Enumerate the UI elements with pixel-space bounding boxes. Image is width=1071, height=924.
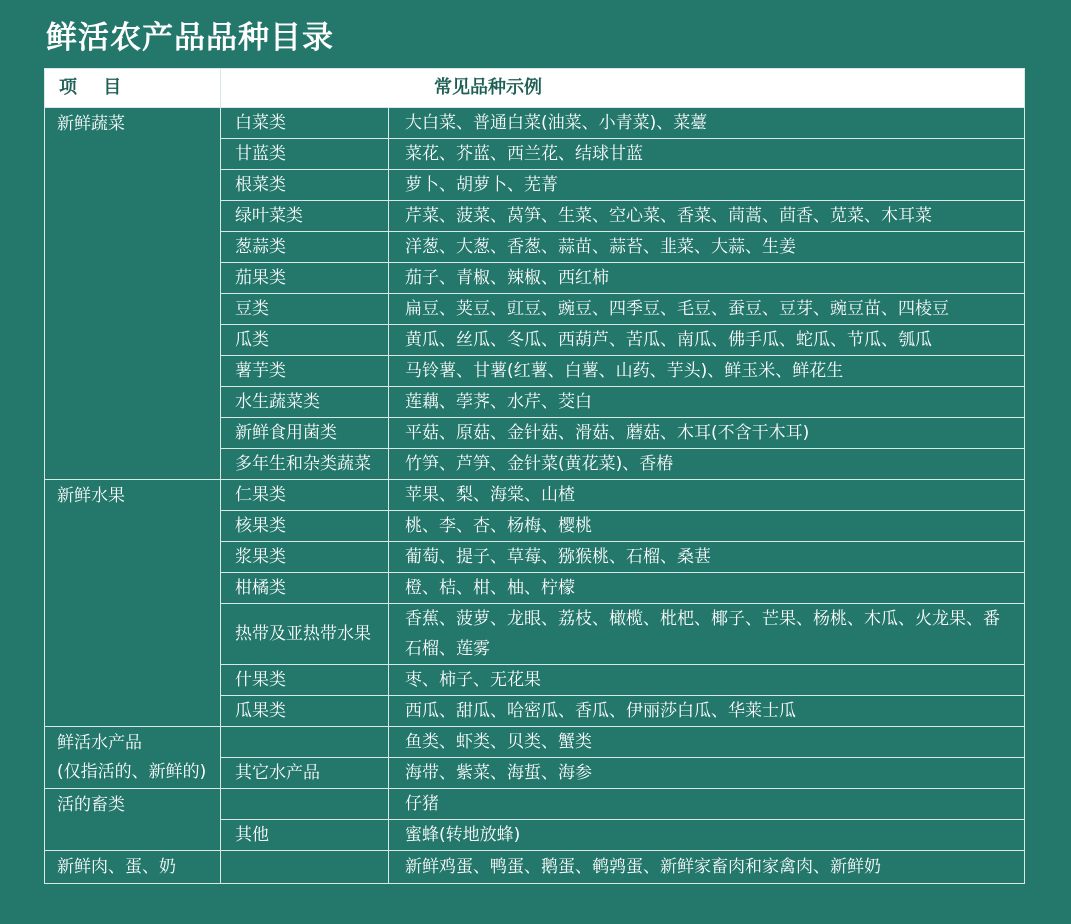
- table-row: [45, 108, 1025, 139]
- subcategory-cell: 根菜类: [221, 170, 389, 201]
- subcategory-cell: 其它水产品: [221, 758, 389, 789]
- subcategory-cell: 仁果类: [221, 480, 389, 511]
- examples-cell: 西瓜、甜瓜、哈密瓜、香瓜、伊丽莎白瓜、华莱士瓜: [389, 696, 1025, 727]
- subcategory-cell: 核果类: [221, 511, 389, 542]
- subcategory-cell: 多年生和杂类蔬菜: [221, 449, 389, 480]
- examples-cell: 茄子、青椒、辣椒、西红柿: [389, 263, 1025, 294]
- examples-cell: 枣、柿子、无花果: [389, 665, 1025, 696]
- examples-cell: 扁豆、荚豆、豇豆、豌豆、四季豆、毛豆、蚕豆、豆芽、豌豆苗、四棱豆: [389, 294, 1025, 325]
- examples-cell: 葡萄、提子、草莓、猕猴桃、石榴、桑葚: [389, 542, 1025, 573]
- subcategory-cell: 热带及亚热带水果: [221, 604, 389, 665]
- examples-cell: 菜花、芥蓝、西兰花、结球甘蓝: [389, 139, 1025, 170]
- table-header-row: [45, 69, 1025, 108]
- subcategory-cell: [221, 727, 389, 758]
- category-cell: 活的畜类: [45, 789, 221, 851]
- subcategory-cell: [221, 789, 389, 820]
- examples-cell: 海带、紫菜、海蜇、海参: [389, 758, 1025, 789]
- examples-cell: 蜜蜂(转地放蜂): [389, 820, 1025, 851]
- examples-cell: 萝卜、胡萝卜、芜菁: [389, 170, 1025, 201]
- subcategory-cell: 其他: [221, 820, 389, 851]
- subcategory-cell: 茄果类: [221, 263, 389, 294]
- examples-cell: 鱼类、虾类、贝类、蟹类: [389, 727, 1025, 758]
- page-title: 鲜活农产品品种目录: [46, 20, 334, 56]
- category-cell: 新鲜肉、蛋、奶: [45, 851, 221, 884]
- subcategory-cell: 甘蓝类: [221, 139, 389, 170]
- examples-cell: 桃、李、杏、杨梅、樱桃: [389, 511, 1025, 542]
- examples-cell: 莲藕、荸荠、水芹、茭白: [389, 387, 1025, 418]
- subcategory-cell: [221, 851, 389, 884]
- table-row: [45, 789, 1025, 820]
- subcategory-cell: 白菜类: [221, 108, 389, 139]
- examples-cell: 洋葱、大葱、香葱、蒜苗、蒜苔、韭菜、大蒜、生姜: [389, 232, 1025, 263]
- examples-cell: 竹笋、芦笋、金针菜(黄花菜)、香椿: [389, 449, 1025, 480]
- examples-cell: 橙、桔、柑、柚、柠檬: [389, 573, 1025, 604]
- subcategory-cell: 薯芋类: [221, 356, 389, 387]
- subcategory-cell: 绿叶菜类: [221, 201, 389, 232]
- subcategory-cell: 豆类: [221, 294, 389, 325]
- subcategory-cell: 水生蔬菜类: [221, 387, 389, 418]
- table-row: [45, 480, 1025, 511]
- examples-cell: 新鲜鸡蛋、鸭蛋、鹅蛋、鹌鹑蛋、新鲜家畜肉和家禽肉、新鲜奶: [389, 851, 1025, 884]
- table-body: [45, 108, 1025, 884]
- examples-cell: 仔猪: [389, 789, 1025, 820]
- examples-cell: 苹果、梨、海棠、山楂: [389, 480, 1025, 511]
- table-row: [45, 851, 1025, 884]
- examples-cell: 芹菜、菠菜、莴笋、生菜、空心菜、香菜、茼蒿、茴香、苋菜、木耳菜: [389, 201, 1025, 232]
- category-cell: 新鲜蔬菜: [45, 108, 221, 480]
- subcategory-cell: 瓜果类: [221, 696, 389, 727]
- subcategory-cell: 柑橘类: [221, 573, 389, 604]
- category-cell: 新鲜水果: [45, 480, 221, 727]
- examples-cell: 香蕉、菠萝、龙眼、荔枝、橄榄、枇杷、椰子、芒果、杨桃、木瓜、火龙果、番石榴、莲雾: [389, 604, 1025, 665]
- subcategory-cell: 浆果类: [221, 542, 389, 573]
- category-cell: 鲜活水产品 (仅指活的、新鲜的): [45, 727, 221, 789]
- subcategory-cell: 瓜类: [221, 325, 389, 356]
- header-item: 项 目: [45, 69, 221, 108]
- examples-cell: 黄瓜、丝瓜、冬瓜、西葫芦、苦瓜、南瓜、佛手瓜、蛇瓜、节瓜、瓠瓜: [389, 325, 1025, 356]
- product-catalog-table: [44, 68, 1025, 884]
- table-row: [45, 727, 1025, 758]
- examples-cell: 大白菜、普通白菜(油菜、小青菜)、菜薹: [389, 108, 1025, 139]
- subcategory-cell: 什果类: [221, 665, 389, 696]
- examples-cell: 马铃薯、甘薯(红薯、白薯、山药、芋头)、鲜玉米、鲜花生: [389, 356, 1025, 387]
- subcategory-cell: 葱蒜类: [221, 232, 389, 263]
- examples-cell: 平菇、原菇、金针菇、滑菇、蘑菇、木耳(不含干木耳): [389, 418, 1025, 449]
- header-examples: 常见品种示例: [221, 69, 1025, 108]
- subcategory-cell: 新鲜食用菌类: [221, 418, 389, 449]
